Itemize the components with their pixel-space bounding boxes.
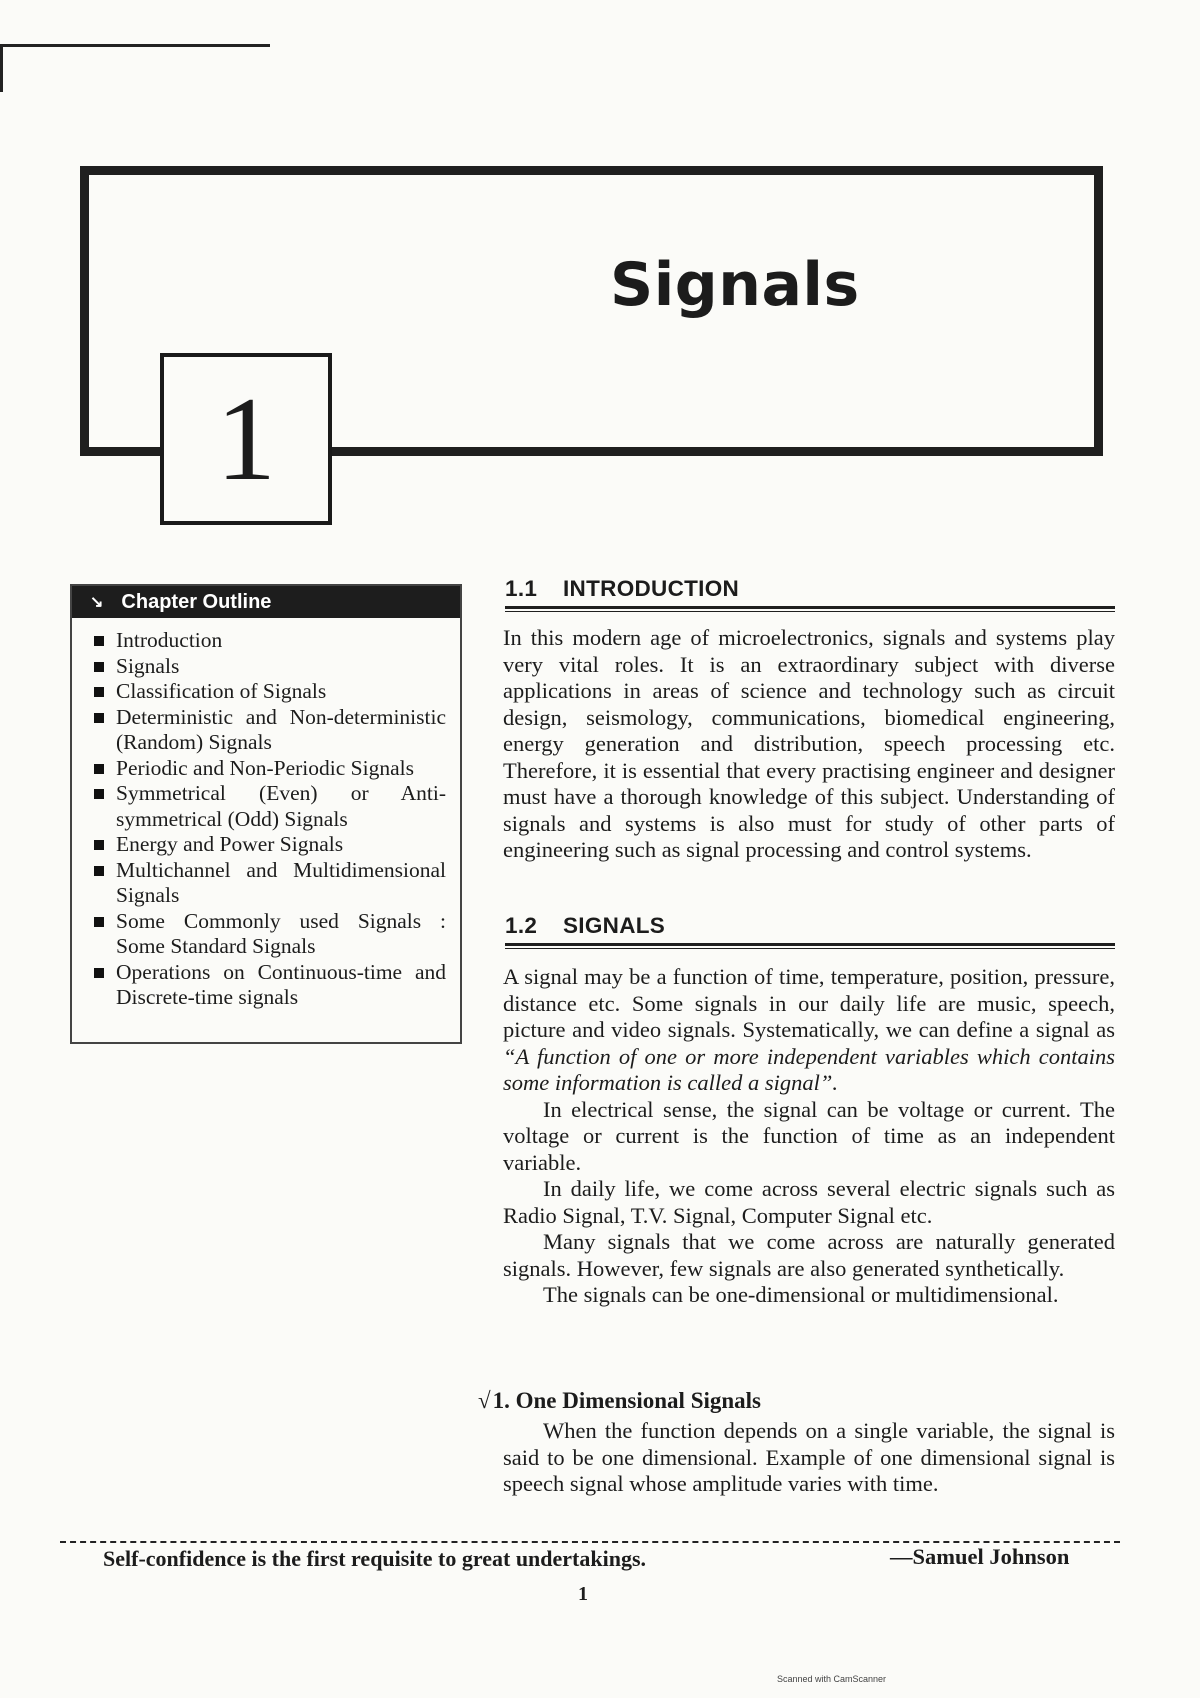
outline-item	[90, 909, 446, 960]
square-bullet-icon	[94, 789, 104, 799]
section-heading-signals	[505, 913, 665, 939]
outline-item	[90, 781, 446, 832]
outline-item-text: Symmetrical (Even) or Anti-symmetrical (Odd) Signals	[116, 781, 446, 831]
footer-quote: Self-confidence is the first requisite to great undertakings.	[103, 1546, 647, 1571]
square-bullet-icon	[94, 713, 104, 723]
outline-item-text: Some Commonly used Signals : Some Standard Signals	[116, 908, 446, 958]
outline-item	[90, 628, 446, 654]
section-number: 1.1	[505, 576, 538, 601]
square-bullet-icon	[94, 636, 104, 646]
chapter-number-box	[160, 353, 332, 525]
outline-item-text: Signals	[116, 653, 180, 678]
square-bullet-icon	[94, 917, 104, 927]
outline-item	[90, 654, 446, 680]
section-title: SIGNALS	[563, 913, 666, 938]
scanner-watermark: Scanned with CamScanner	[777, 1674, 887, 1684]
chapter-outline-header	[72, 586, 460, 618]
outline-item	[90, 756, 446, 782]
definition-lead: A signal may be a function of time, temperature, position, pressure, distance etc. Some signals in our daily life are music, speech, picture and video signals. Systematically, we can define a signal as	[503, 964, 1115, 1042]
paragraph: In daily life, we come across several electric signals such as Radio Signal, T.V. Signal, Computer Signal etc.	[503, 1176, 1115, 1228]
outline-item-text: Deterministic and Non-deterministic (Random) Signals	[116, 704, 446, 754]
signals-body	[503, 964, 1115, 1309]
square-bullet-icon	[94, 687, 104, 697]
paragraph	[503, 964, 1115, 1097]
square-bullet-icon	[94, 764, 104, 774]
check-mark-icon: √	[478, 1388, 491, 1413]
square-bullet-icon	[94, 968, 104, 978]
outline-item-text: Periodic and Non-Periodic Signals	[116, 755, 414, 780]
outline-item	[90, 832, 446, 858]
subsection-title: 1. One Dimensional Signals	[492, 1388, 762, 1413]
section-heading-introduction	[505, 576, 739, 602]
square-bullet-icon	[94, 840, 104, 850]
paragraph: In electrical sense, the signal can be voltage or current. The voltage or current is the function of time as an independent variable.	[503, 1096, 1115, 1175]
outline-item-text: Multichannel and Multidimensional Signals	[116, 857, 446, 907]
outline-item	[90, 679, 446, 705]
paragraph: When the function depends on a single variable, the signal is said to be one dimensional. Example of one dimensional signal is speech signal whose amplitude varies with time.	[503, 1418, 1115, 1496]
chapter-outline-box	[70, 584, 462, 1044]
top-rule-edge	[0, 47, 3, 92]
top-rule	[0, 44, 270, 47]
section-rule	[505, 606, 1115, 612]
footer-quote-author: —Samuel Johnson	[890, 1544, 1070, 1569]
footer-dashed-rule	[60, 1541, 1120, 1543]
outline-item	[90, 705, 446, 756]
definition-quote: “A function of one or more independent variables which contains some information is called a signal”.	[503, 1043, 1115, 1095]
subsection-heading	[478, 1388, 761, 1414]
outline-item	[90, 858, 446, 909]
page-number: 1	[578, 1583, 588, 1605]
introduction-body	[503, 625, 1115, 864]
section-title: INTRODUCTION	[563, 576, 740, 601]
outline-item	[90, 960, 446, 1011]
outline-item-text: Classification of Signals	[116, 679, 327, 703]
square-bullet-icon	[94, 866, 104, 876]
outline-item-text: Introduction	[116, 628, 223, 652]
paragraph: The signals can be one-dimensional or multidimensional.	[543, 1282, 1059, 1307]
chapter-title: Signals	[610, 250, 860, 320]
chapter-outline-list	[72, 628, 460, 1011]
section-number: 1.2	[505, 913, 538, 938]
section-rule	[505, 943, 1115, 949]
arrow-icon: ↘	[90, 594, 104, 611]
outline-item-text: Operations on Continuous-time and Discrete-time signals	[116, 959, 446, 1009]
subsection-body	[503, 1418, 1115, 1498]
outline-item-text: Energy and Power Signals	[116, 832, 344, 856]
paragraph: Many signals that we come across are naturally generated signals. However, few signals are also generated synthetically.	[503, 1229, 1115, 1281]
square-bullet-icon	[94, 662, 104, 672]
chapter-number: 1	[216, 372, 276, 505]
paragraph: In this modern age of microelectronics, signals and systems play very vital roles. It is an extraordinary subject with diverse applications in areas of science and technology such as circuit design, seismology, communications, biomedical engineering, energy generation and distribution, speech processing etc. Therefore, it is essential that every practising engineer and designer must have a thorough knowledge of this subject. Understanding of signals and systems is also must for study of other parts of engineering such as signal processing and control systems.	[503, 625, 1115, 862]
chapter-outline-heading: Chapter Outline	[121, 590, 272, 613]
